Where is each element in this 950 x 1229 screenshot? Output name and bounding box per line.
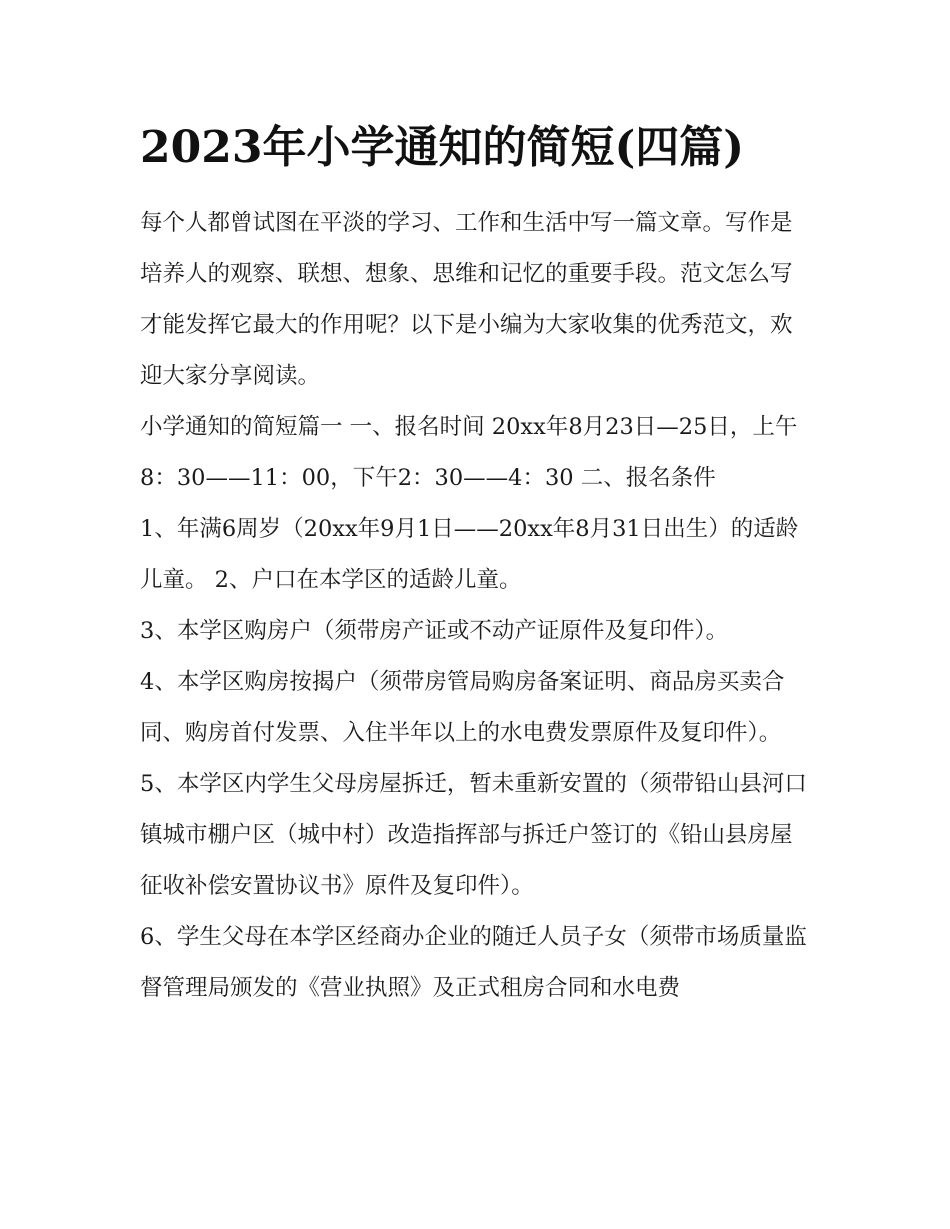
paragraph-condition-5: 5、本学区内学生父母房屋拆迁，暂未重新安置的（须带铅山县河口镇城市棚户区（城中村）改造指挥部与拆迁户签订的《铅山县房屋征收补偿安置协议书》原件及复印件）。 bbox=[140, 771, 807, 899]
paragraph-intro: 每个人都曾试图在平淡的学习、工作和生活中写一篇文章。写作是培养人的观察、联想、想象、思维和记忆的重要手段。范文怎么写才能发挥它最大的作用呢？以下是小编为大家收集的优秀范文，欢迎大家分享阅读。 bbox=[140, 210, 793, 389]
paragraph-notice-1: 小学通知的简短篇一 一、报名时间 20xx年8月23日—25日，上午8：30——11：00，下午2：30——4：30 二、报名条件 bbox=[140, 414, 798, 491]
paragraph-condition-6: 6、学生父母在本学区经商办企业的随迁人员子女（须带市场质量监督管理局颁发的《营业执照》及正式租房合同和水电费 bbox=[140, 924, 807, 1001]
paragraph-condition-4: 4、本学区购房按揭户（须带房管局购房备案证明、商品房买卖合同、购房首付发票、入住半年以上的水电费发票原件及复印件）。 bbox=[140, 669, 785, 746]
paragraph-condition-1-2: 1、年满6周岁（20xx年9月1日——20xx年8月31日出生）的适龄儿童。 2、户口在本学区的适龄儿童。 bbox=[140, 516, 799, 593]
paragraph-condition-3: 3、本学区购房户（须带房产证或不动产证原件及复印件）。 bbox=[140, 618, 729, 644]
document-title: 2023年小学通知的简短(四篇) bbox=[140, 122, 745, 173]
document-body bbox=[140, 198, 812, 1014]
